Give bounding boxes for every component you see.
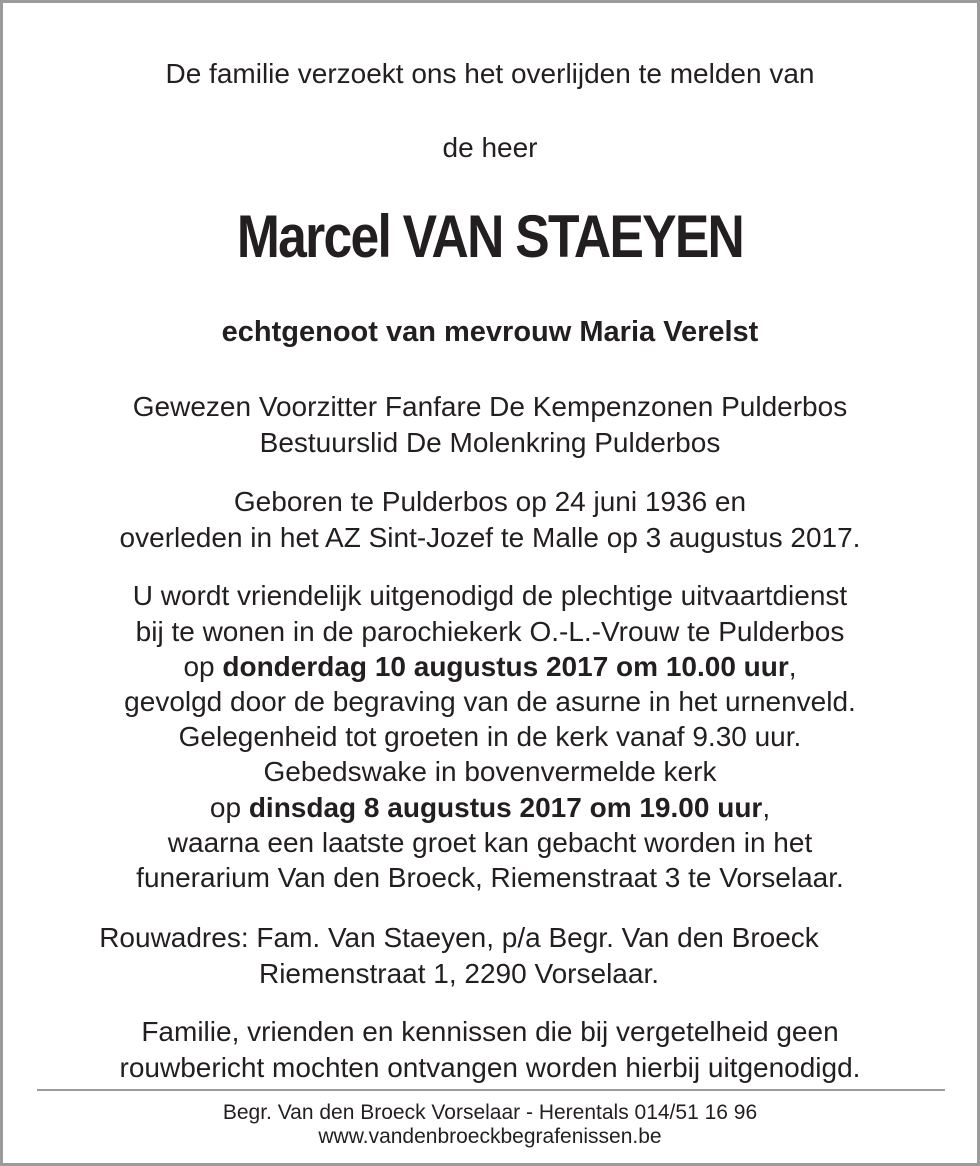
service-text: gevolgd door de begraving van de asurne in het urnenveld. <box>124 686 856 717</box>
service-text: bij te wonen in de parochiekerk O.-L.-Vrouw te Pulderbos <box>135 616 845 647</box>
footer-company: Begr. Van den Broeck Vorselaar - Herentals 014/51 16 96 <box>222 1101 758 1124</box>
spouse-line: echtgenoot van mevrouw Maria Verelst <box>221 316 759 348</box>
closing-line: Familie, vrienden en kennissen die bij vergetelheid geen <box>141 1016 839 1047</box>
wake-date-bold: dinsdag 8 augustus 2017 om 19.00 uur <box>248 792 763 823</box>
footer-website[interactable]: www.vandenbroeckbegrafenissen.be <box>318 1125 662 1148</box>
footer-divider <box>37 1089 945 1091</box>
wake-text: waarna een laatste groet kan gebacht worden in het <box>167 827 813 858</box>
birth-line: Geboren te Pulderbos op 24 juni 1936 en <box>233 486 747 517</box>
death-line: overleden in het AZ Sint-Jozef te Malle op 3 augustus 2017. <box>119 522 861 553</box>
deceased-name: Marcel VAN STAEYEN <box>236 203 744 270</box>
wake-text: Gebedswake in bovenvermelde kerk <box>263 756 717 787</box>
title-prefix: de heer <box>442 132 538 163</box>
wake-date <box>3 791 977 825</box>
wake-text: funerarium Van den Broeck, Riemenstraat 3 te Vorselaar. <box>136 862 844 893</box>
service-text: U wordt vriendelijk uitgenodigd de plechtige uitvaartdienst <box>132 580 848 611</box>
role-line: Bestuurslid De Molenkring Pulderbos <box>259 427 721 458</box>
closing-line: rouwbericht mochten ontvangen worden hierbij uitgenodigd. <box>119 1052 861 1083</box>
service-date-bold: donderdag 10 augustus 2017 om 10.00 uur <box>222 651 789 682</box>
service-date-prefix: op <box>183 651 223 682</box>
service-date <box>3 650 977 684</box>
address-line: Riemenstraat 1, 2290 Vorselaar. <box>258 958 659 989</box>
wake-date-suffix: , <box>762 792 771 823</box>
intro-text: De familie verzoekt ons het overlijden te melden van <box>165 58 815 89</box>
wake-date-prefix: op <box>209 792 249 823</box>
service-date-suffix: , <box>788 651 797 682</box>
address-line: Rouwadres: Fam. Van Staeyen, p/a Begr. Van den Broeck <box>99 922 819 953</box>
role-line: Gewezen Voorzitter Fanfare De Kempenzonen Pulderbos <box>132 391 848 422</box>
service-text: Gelegenheid tot groeten in de kerk vanaf 9.30 uur. <box>178 721 802 752</box>
